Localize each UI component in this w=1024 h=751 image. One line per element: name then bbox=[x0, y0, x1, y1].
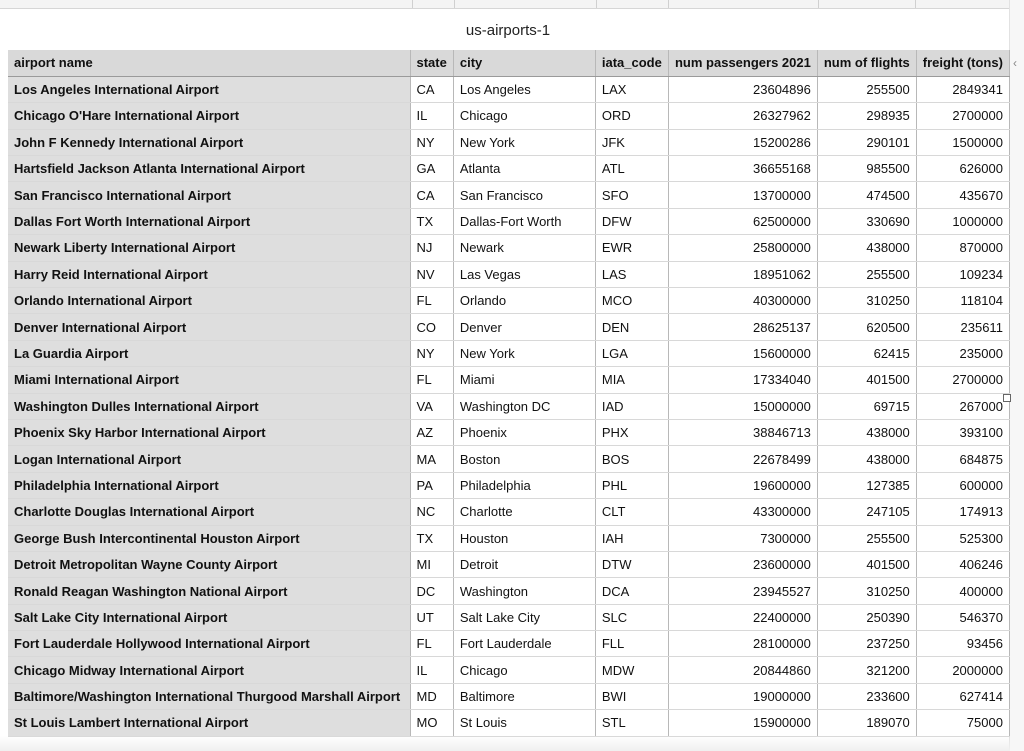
table-row[interactable] bbox=[8, 419, 1009, 445]
table-cell[interactable]: 17334040 bbox=[668, 367, 817, 393]
table-cell[interactable]: 626000 bbox=[916, 156, 1009, 182]
table-cell[interactable]: 19000000 bbox=[668, 683, 817, 709]
table-cell[interactable]: Newark bbox=[453, 235, 595, 261]
table-cell[interactable]: IAH bbox=[595, 525, 668, 551]
table-cell[interactable]: 75000 bbox=[916, 710, 1009, 736]
sheet-title: us-airports-1 bbox=[465, 22, 551, 39]
table-cell[interactable]: 118104 bbox=[916, 288, 1009, 314]
table-cell[interactable]: JFK bbox=[595, 129, 668, 155]
resize-handle[interactable] bbox=[1003, 394, 1011, 402]
table-cell[interactable]: 109234 bbox=[916, 261, 1009, 287]
table-cell[interactable]: La Guardia Airport bbox=[8, 340, 410, 366]
table-cell[interactable]: 235611 bbox=[916, 314, 1009, 340]
table-cell[interactable]: IL bbox=[410, 657, 453, 683]
table-cell[interactable]: 38846713 bbox=[668, 419, 817, 445]
table-cell[interactable]: SLC bbox=[595, 604, 668, 630]
table-cell[interactable]: 870000 bbox=[916, 235, 1009, 261]
table-cell[interactable]: DTW bbox=[595, 551, 668, 577]
table-cell[interactable]: Denver bbox=[453, 314, 595, 340]
table-cell[interactable]: 28100000 bbox=[668, 631, 817, 657]
table-cell[interactable]: 1000000 bbox=[916, 208, 1009, 234]
table-row[interactable] bbox=[8, 578, 1009, 604]
table-cell[interactable]: MDW bbox=[595, 657, 668, 683]
table-cell[interactable]: Ronald Reagan Washington National Airport bbox=[8, 578, 410, 604]
table-cell[interactable]: NY bbox=[410, 129, 453, 155]
table-cell[interactable]: Chicago bbox=[453, 657, 595, 683]
table-cell[interactable]: Orlando International Airport bbox=[8, 288, 410, 314]
table-row[interactable] bbox=[8, 525, 1009, 551]
table-cell[interactable]: 310250 bbox=[817, 288, 916, 314]
table-cell[interactable]: 233600 bbox=[817, 683, 916, 709]
table-cell[interactable]: IL bbox=[410, 103, 453, 129]
table-cell[interactable]: PHX bbox=[595, 419, 668, 445]
table-cell[interactable]: FL bbox=[410, 288, 453, 314]
table-cell[interactable]: MD bbox=[410, 683, 453, 709]
table-cell[interactable]: 15000000 bbox=[668, 393, 817, 419]
table-cell[interactable]: 40300000 bbox=[668, 288, 817, 314]
table-cell[interactable]: 62415 bbox=[817, 340, 916, 366]
table-cell[interactable]: 189070 bbox=[817, 710, 916, 736]
table-cell[interactable]: 18951062 bbox=[668, 261, 817, 287]
table-cell[interactable]: 2000000 bbox=[916, 657, 1009, 683]
table-cell[interactable]: NJ bbox=[410, 235, 453, 261]
table-cell[interactable]: Chicago Midway International Airport bbox=[8, 657, 410, 683]
table-cell[interactable]: MI bbox=[410, 551, 453, 577]
table-cell[interactable]: San Francisco bbox=[453, 182, 595, 208]
table-cell[interactable]: SFO bbox=[595, 182, 668, 208]
table-cell[interactable]: IAD bbox=[595, 393, 668, 419]
table-cell[interactable]: Houston bbox=[453, 525, 595, 551]
table-cell[interactable]: 250390 bbox=[817, 604, 916, 630]
table-cell[interactable]: FL bbox=[410, 367, 453, 393]
table-cell[interactable]: 255500 bbox=[817, 261, 916, 287]
table-cell[interactable]: 401500 bbox=[817, 367, 916, 393]
table-row[interactable] bbox=[8, 367, 1009, 393]
table-cell[interactable]: MO bbox=[410, 710, 453, 736]
table-cell[interactable]: BOS bbox=[595, 446, 668, 472]
table-cell[interactable]: 62500000 bbox=[668, 208, 817, 234]
table-cell[interactable]: LAS bbox=[595, 261, 668, 287]
table-cell[interactable]: Atlanta bbox=[453, 156, 595, 182]
table-cell[interactable]: 393100 bbox=[916, 419, 1009, 445]
table-cell[interactable]: 22400000 bbox=[668, 604, 817, 630]
table-row[interactable] bbox=[8, 340, 1009, 366]
table-cell[interactable]: Charlotte Douglas International Airport bbox=[8, 499, 410, 525]
table-cell[interactable]: CA bbox=[410, 76, 453, 102]
table-cell[interactable]: 235000 bbox=[916, 340, 1009, 366]
chevron-left-icon[interactable]: ‹ bbox=[1013, 56, 1017, 70]
table-cell[interactable]: 438000 bbox=[817, 419, 916, 445]
table-cell[interactable]: TX bbox=[410, 525, 453, 551]
table-cell[interactable]: Phoenix Sky Harbor International Airport bbox=[8, 419, 410, 445]
table-cell[interactable]: BWI bbox=[595, 683, 668, 709]
table-cell[interactable]: 15900000 bbox=[668, 710, 817, 736]
table-row[interactable] bbox=[8, 499, 1009, 525]
table-cell[interactable]: CLT bbox=[595, 499, 668, 525]
table-cell[interactable]: 400000 bbox=[916, 578, 1009, 604]
table-row[interactable] bbox=[8, 288, 1009, 314]
table-cell[interactable]: Fort Lauderdale Hollywood International Airport bbox=[8, 631, 410, 657]
table-cell[interactable]: Hartsfield Jackson Atlanta International Airport bbox=[8, 156, 410, 182]
table-cell[interactable]: 2849341 bbox=[916, 76, 1009, 102]
side-panel-edge[interactable] bbox=[1009, 0, 1024, 751]
table-cell[interactable]: Washington bbox=[453, 578, 595, 604]
table-cell[interactable]: 23600000 bbox=[668, 551, 817, 577]
table-cell[interactable]: Los Angeles International Airport bbox=[8, 76, 410, 102]
table-row[interactable] bbox=[8, 710, 1009, 736]
table-cell[interactable]: Detroit bbox=[453, 551, 595, 577]
table-cell[interactable]: Chicago bbox=[453, 103, 595, 129]
table-cell[interactable]: 438000 bbox=[817, 446, 916, 472]
table-cell[interactable]: 255500 bbox=[817, 76, 916, 102]
table-row[interactable] bbox=[8, 156, 1009, 182]
table-cell[interactable]: 627414 bbox=[916, 683, 1009, 709]
table-cell[interactable]: LAX bbox=[595, 76, 668, 102]
table-row[interactable] bbox=[8, 472, 1009, 498]
table-row[interactable] bbox=[8, 314, 1009, 340]
table-cell[interactable]: PA bbox=[410, 472, 453, 498]
table-cell[interactable]: MA bbox=[410, 446, 453, 472]
table-cell[interactable]: St Louis bbox=[453, 710, 595, 736]
table-cell[interactable]: 290101 bbox=[817, 129, 916, 155]
table-cell[interactable]: 93456 bbox=[916, 631, 1009, 657]
table-cell[interactable]: Baltimore/Washington International Thurgood Marshall Airport bbox=[8, 683, 410, 709]
table-cell[interactable]: 20844860 bbox=[668, 657, 817, 683]
table-cell[interactable]: Las Vegas bbox=[453, 261, 595, 287]
table-cell[interactable]: Baltimore bbox=[453, 683, 595, 709]
table-cell[interactable]: 435670 bbox=[916, 182, 1009, 208]
table-row[interactable] bbox=[8, 129, 1009, 155]
table-cell[interactable]: Fort Lauderdale bbox=[453, 631, 595, 657]
column-ruler bbox=[0, 0, 1010, 9]
table-cell[interactable]: TX bbox=[410, 208, 453, 234]
column-header[interactable]: state bbox=[410, 50, 453, 76]
table-cell[interactable]: Salt Lake City International Airport bbox=[8, 604, 410, 630]
table-cell[interactable]: San Francisco International Airport bbox=[8, 182, 410, 208]
table-cell[interactable]: 546370 bbox=[916, 604, 1009, 630]
table-cell[interactable]: New York bbox=[453, 340, 595, 366]
table-cell[interactable]: Dallas-Fort Worth bbox=[453, 208, 595, 234]
table-cell[interactable]: Detroit Metropolitan Wayne County Airport bbox=[8, 551, 410, 577]
table-cell[interactable]: ATL bbox=[595, 156, 668, 182]
table-body bbox=[8, 76, 1009, 736]
table-cell[interactable]: Los Angeles bbox=[453, 76, 595, 102]
table-row[interactable] bbox=[8, 683, 1009, 709]
table-row[interactable] bbox=[8, 182, 1009, 208]
table-cell[interactable]: 620500 bbox=[817, 314, 916, 340]
table-cell[interactable]: Philadelphia International Airport bbox=[8, 472, 410, 498]
table-row[interactable] bbox=[8, 208, 1009, 234]
column-header[interactable]: iata_code bbox=[595, 50, 668, 76]
table-cell[interactable]: NV bbox=[410, 261, 453, 287]
table-cell[interactable]: UT bbox=[410, 604, 453, 630]
table-cell[interactable]: Charlotte bbox=[453, 499, 595, 525]
table-cell[interactable]: 174913 bbox=[916, 499, 1009, 525]
table-cell[interactable]: MCO bbox=[595, 288, 668, 314]
table-cell[interactable]: 13700000 bbox=[668, 182, 817, 208]
table-cell[interactable]: DCA bbox=[595, 578, 668, 604]
table-cell[interactable]: CO bbox=[410, 314, 453, 340]
table-cell[interactable]: Phoenix bbox=[453, 419, 595, 445]
table-cell[interactable]: George Bush Intercontinental Houston Airport bbox=[8, 525, 410, 551]
table-row[interactable] bbox=[8, 657, 1009, 683]
table-cell[interactable]: LGA bbox=[595, 340, 668, 366]
header-row bbox=[8, 50, 1009, 76]
table-cell[interactable]: CA bbox=[410, 182, 453, 208]
table-cell[interactable]: 474500 bbox=[817, 182, 916, 208]
table-cell[interactable]: 985500 bbox=[817, 156, 916, 182]
table-cell[interactable]: Salt Lake City bbox=[453, 604, 595, 630]
table-cell[interactable]: Dallas Fort Worth International Airport bbox=[8, 208, 410, 234]
table-cell[interactable]: NC bbox=[410, 499, 453, 525]
table-cell[interactable]: NY bbox=[410, 340, 453, 366]
table-cell[interactable]: Miami bbox=[453, 367, 595, 393]
table-row[interactable] bbox=[8, 235, 1009, 261]
table-cell[interactable]: MIA bbox=[595, 367, 668, 393]
table-cell[interactable]: 7300000 bbox=[668, 525, 817, 551]
table-cell[interactable]: 15600000 bbox=[668, 340, 817, 366]
table-cell[interactable]: GA bbox=[410, 156, 453, 182]
table-cell[interactable]: DFW bbox=[595, 208, 668, 234]
table-cell[interactable]: 26327962 bbox=[668, 103, 817, 129]
table-cell[interactable]: 2700000 bbox=[916, 367, 1009, 393]
table-cell[interactable]: Harry Reid International Airport bbox=[8, 261, 410, 287]
table-cell[interactable]: Boston bbox=[453, 446, 595, 472]
table-cell[interactable]: 247105 bbox=[817, 499, 916, 525]
table-cell[interactable]: 321200 bbox=[817, 657, 916, 683]
table-cell[interactable]: 28625137 bbox=[668, 314, 817, 340]
table-cell[interactable]: 406246 bbox=[916, 551, 1009, 577]
table-cell[interactable]: 15200286 bbox=[668, 129, 817, 155]
table-cell[interactable]: 237250 bbox=[817, 631, 916, 657]
table-cell[interactable]: STL bbox=[595, 710, 668, 736]
column-header[interactable]: num passengers 2021 bbox=[668, 50, 817, 76]
table-row[interactable] bbox=[8, 551, 1009, 577]
table-cell[interactable]: AZ bbox=[410, 419, 453, 445]
table-cell[interactable]: 43300000 bbox=[668, 499, 817, 525]
table-cell[interactable]: VA bbox=[410, 393, 453, 419]
column-header[interactable]: city bbox=[453, 50, 595, 76]
table-row[interactable] bbox=[8, 631, 1009, 657]
table-cell[interactable]: Newark Liberty International Airport bbox=[8, 235, 410, 261]
table-cell[interactable]: 25800000 bbox=[668, 235, 817, 261]
table-cell[interactable]: New York bbox=[453, 129, 595, 155]
table-cell[interactable]: DC bbox=[410, 578, 453, 604]
table-row[interactable] bbox=[8, 446, 1009, 472]
column-header[interactable]: freight (tons) bbox=[916, 50, 1009, 76]
table-cell[interactable]: 330690 bbox=[817, 208, 916, 234]
table-cell[interactable]: ORD bbox=[595, 103, 668, 129]
table-cell[interactable]: 255500 bbox=[817, 525, 916, 551]
table-cell[interactable]: FL bbox=[410, 631, 453, 657]
table-cell[interactable]: Philadelphia bbox=[453, 472, 595, 498]
column-header[interactable]: airport name bbox=[8, 50, 410, 76]
table-cell[interactable]: Chicago O'Hare International Airport bbox=[8, 103, 410, 129]
data-table[interactable] bbox=[8, 50, 1010, 737]
table-cell[interactable]: John F Kennedy International Airport bbox=[8, 129, 410, 155]
table-cell[interactable]: 69715 bbox=[817, 393, 916, 419]
table-cell[interactable]: FLL bbox=[595, 631, 668, 657]
table-cell[interactable]: PHL bbox=[595, 472, 668, 498]
table-cell[interactable]: 600000 bbox=[916, 472, 1009, 498]
table-cell[interactable]: 2700000 bbox=[916, 103, 1009, 129]
table-cell[interactable]: 19600000 bbox=[668, 472, 817, 498]
table-cell[interactable]: 525300 bbox=[916, 525, 1009, 551]
column-header[interactable]: num of flights bbox=[817, 50, 916, 76]
table-cell[interactable]: DEN bbox=[595, 314, 668, 340]
table-cell[interactable]: 23604896 bbox=[668, 76, 817, 102]
table-row[interactable] bbox=[8, 393, 1009, 419]
table-cell[interactable]: 298935 bbox=[817, 103, 916, 129]
table-cell[interactable]: 267000 bbox=[916, 393, 1009, 419]
table-cell[interactable]: Orlando bbox=[453, 288, 595, 314]
table-cell[interactable]: Denver International Airport bbox=[8, 314, 410, 340]
table-cell[interactable]: 438000 bbox=[817, 235, 916, 261]
table-cell[interactable]: 23945527 bbox=[668, 578, 817, 604]
table-cell[interactable]: Miami International Airport bbox=[8, 367, 410, 393]
table-cell[interactable]: 127385 bbox=[817, 472, 916, 498]
table-cell[interactable]: Logan International Airport bbox=[8, 446, 410, 472]
table-cell[interactable]: Washington Dulles International Airport bbox=[8, 393, 410, 419]
table-cell[interactable]: EWR bbox=[595, 235, 668, 261]
table-row[interactable] bbox=[8, 76, 1009, 102]
table-cell[interactable]: 36655168 bbox=[668, 156, 817, 182]
table-cell[interactable]: 684875 bbox=[916, 446, 1009, 472]
table-cell[interactable]: Washington DC bbox=[453, 393, 595, 419]
table-cell[interactable]: 401500 bbox=[817, 551, 916, 577]
table-row[interactable] bbox=[8, 103, 1009, 129]
table-row[interactable] bbox=[8, 604, 1009, 630]
table-cell[interactable]: 310250 bbox=[817, 578, 916, 604]
table-cell[interactable]: 22678499 bbox=[668, 446, 817, 472]
table-cell[interactable]: 1500000 bbox=[916, 129, 1009, 155]
table-cell[interactable]: St Louis Lambert International Airport bbox=[8, 710, 410, 736]
table-row[interactable] bbox=[8, 261, 1009, 287]
scroll-fade bbox=[0, 736, 1010, 751]
